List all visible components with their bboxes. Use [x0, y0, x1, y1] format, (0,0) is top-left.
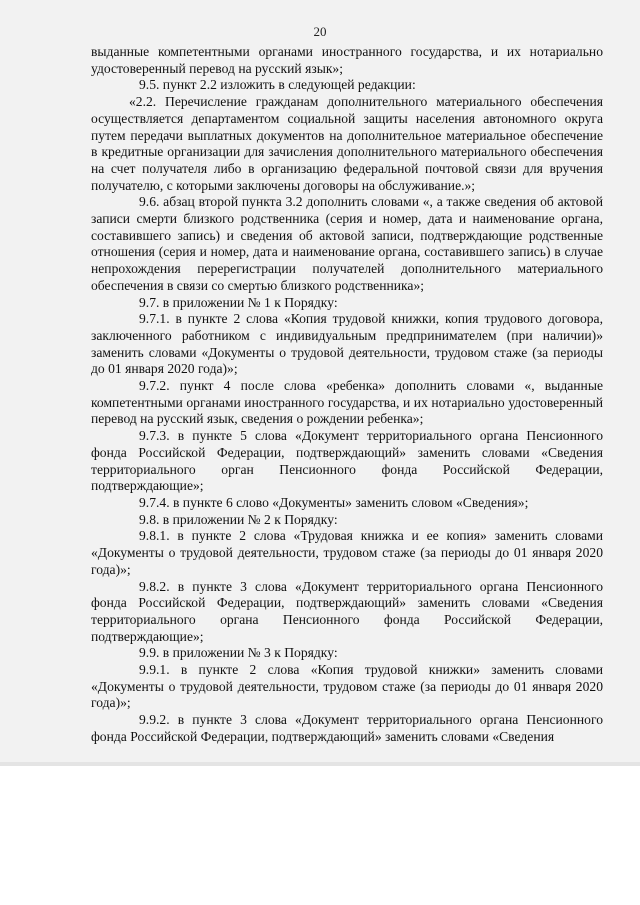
page-edge: [0, 762, 640, 766]
paragraph-p0: выданные компетентными органами иностранного государства, и их нотариально удостоверенный перевод на русский язык»;: [91, 44, 603, 76]
paragraph-p2: «2.2. Перечисление гражданам дополнительного материального обеспечения осуществляется департаментом социальной защиты населения автономного округа путем передачи выплатных документов на дополнительное материальное обеспечение в кредитные организации для зачисления дополнительного материального обеспечения на счет получателя либо в организацию федеральной почтовой связи для вручения получателю, с которыми заключены договоры на обслуживание.»;: [91, 94, 603, 193]
paragraph-p13: 9.9.1. в пункте 2 слова «Копия трудовой книжки» заменить словами «Документы о трудовой деятельности, трудовом стаже (за периоды до 01 января 2020 года)»;: [91, 662, 603, 711]
paragraph-p10: 9.8.1. в пункте 2 слова «Трудовая книжка и ее копия» заменить словами «Документы о трудовой деятельности, трудовом стаже (за периоды до 01 января 2020 года)»;: [91, 528, 603, 577]
paragraph-p3: 9.6. абзац второй пункта 3.2 дополнить словами «, а также сведения об актовой записи смерти близкого родственника (серия и номер, дата и наименование органа, составившего запись) и сведения об актовой записи, подтверждающие родственные отношения (серия и номер, дата и наименование органа, составившего запись) в случае непрохождения перерегистрации получателей дополнительного материального обеспечения в связи со смертью близкого родственника»;: [91, 194, 603, 293]
paragraph-p11: 9.8.2. в пункте 3 слова «Документ территориального органа Пенсионного фонда Российской Федерации, подтверждающий» заменить словами «Сведения территориального органа Пенсионного фонда Российской Федерации, подтверждающие»;: [91, 578, 603, 644]
page-number: 20: [313, 24, 327, 39]
document-body: [91, 44, 603, 746]
paragraph-p14: 9.9.2. в пункте 3 слова «Документ территориального органа Пенсионного фонда Российской Федерации, подтверждающий» заменить словами «Сведения: [91, 712, 603, 744]
paragraph-p6: 9.7.2. пункт 4 после слова «ребенка» дополнить словами «, выданные компетентными органами иностранного государства, и их нотариально удостоверенный перевод на русский язык, сведения о рождении ребенка»;: [91, 378, 603, 427]
paragraph-p8: 9.7.4. в пункте 6 слово «Документы» заменить словом «Сведения»;: [139, 494, 529, 510]
paragraph-p9: 9.8. в приложении № 2 к Порядку:: [139, 511, 338, 527]
paragraph-p4: 9.7. в приложении № 1 к Порядку:: [139, 294, 338, 310]
paragraph-p1: 9.5. пункт 2.2 изложить в следующей редакции:: [139, 77, 416, 93]
paragraph-p5: 9.7.1. в пункте 2 слова «Копия трудовой книжки, копия трудового договора, заключенного работником с индивидуальным предпринимателем (при наличии)» заменить словами «Документы о трудовой деятельности, трудовом стаже (за периоды до 01 января 2020 года)»;: [91, 311, 603, 377]
paragraph-p12: 9.9. в приложении № 3 к Порядку:: [139, 645, 338, 661]
paragraph-p7: 9.7.3. в пункте 5 слова «Документ территориального органа Пенсионного фонда Российской Федерации, подтверждающий» заменить словами «Сведения территориального орган Пенсионного фонда Российской Федерации, подтверждающие»;: [91, 428, 603, 494]
